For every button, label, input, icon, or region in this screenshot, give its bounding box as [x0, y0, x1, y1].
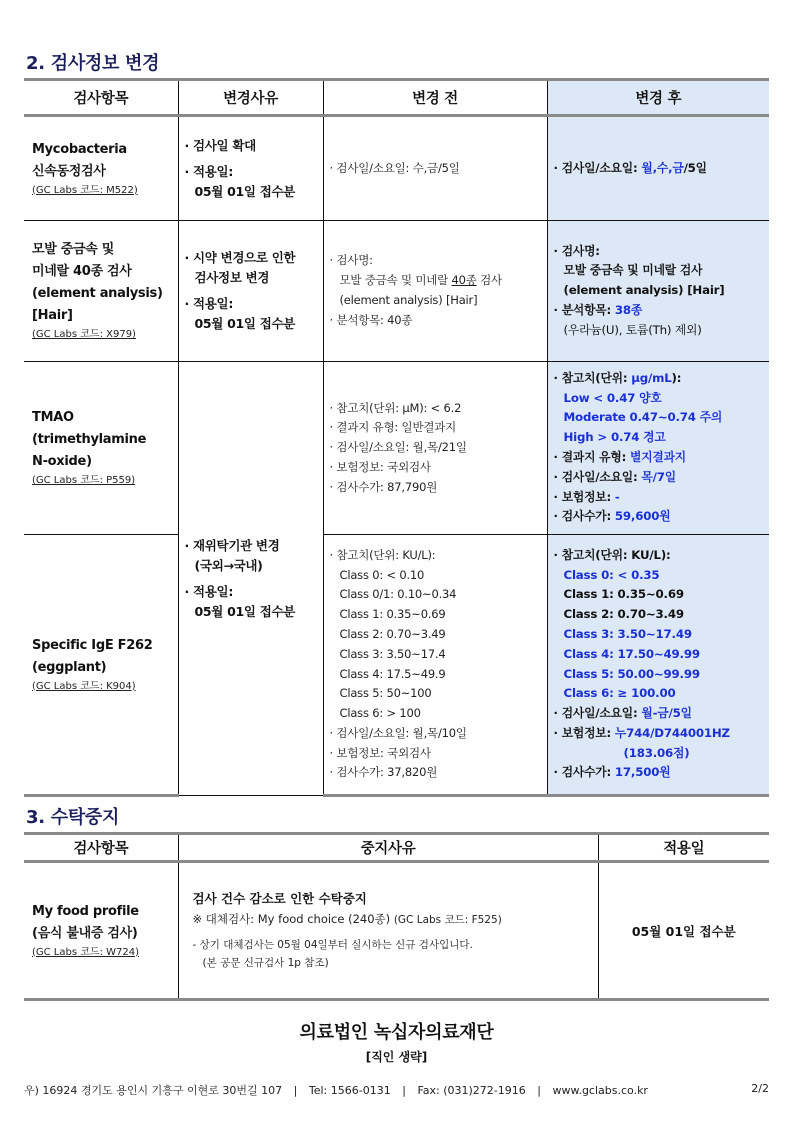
change-reason-cell [178, 116, 323, 221]
header-stop-reason: 중지사유 [178, 834, 598, 862]
test-item-cell [24, 535, 178, 796]
after-fee: · 검사수가: 17,500원 [553, 765, 671, 780]
footer-tel: Tel: 1566-0131 [308, 1084, 391, 1097]
table-row [24, 116, 769, 221]
reason-text: · 검사일 확대 [184, 137, 256, 153]
table-row [24, 221, 769, 362]
before-class: Class 6: > 100 [339, 706, 421, 721]
test-name: 미네랄 40종 검사 [32, 264, 132, 279]
test-name: [Hair] [32, 308, 73, 323]
change-info-table [24, 78, 769, 797]
header-change-reason: 변경사유 [178, 80, 323, 116]
after-schedule: · 검사일/소요일: 월,수,금/5일 [553, 160, 707, 175]
organization-name: 의료법인 녹십자의료재단 [299, 1022, 494, 1043]
header-apply-date: 적용일 [598, 834, 769, 862]
organization-block [0, 1018, 793, 1065]
change-reason-cell-shared [178, 362, 323, 796]
test-name: TMAO [32, 410, 74, 425]
table-row [24, 862, 769, 1000]
apply-date: 05월 01일 접수분 [194, 316, 296, 331]
after-class: Class 2: 0.70~3.49 [563, 607, 684, 622]
after-class: Class 1: 0.35~0.69 [563, 587, 684, 602]
before-insurance: · 보험정보: 국외검사 [329, 459, 431, 474]
before-schedule: · 검사일/소요일: 수,금/5일 [329, 160, 460, 175]
before-class: Class 1: 0.35~0.69 [339, 607, 446, 622]
before-class: Class 4: 17.5~49.9 [339, 666, 446, 681]
stop-reason-cell [178, 862, 598, 1000]
before-name-label: · 검사명: [329, 253, 373, 268]
test-name: 모발 중금속 및 [32, 242, 114, 257]
after-name-label: · 검사명: [553, 243, 600, 258]
before-schedule: · 검사일/소요일: 월,목/10일 [329, 725, 467, 740]
test-code: (GC Labs 코드: P559) [32, 475, 136, 486]
test-item-cell [24, 862, 178, 1000]
after-cell [547, 221, 769, 362]
before-cell [323, 362, 547, 535]
before-class: Class 3: 3.50~17.4 [339, 646, 446, 661]
test-code: (GC Labs 코드: K904) [32, 680, 136, 692]
footer [24, 1082, 769, 1098]
apply-date-cell: 05월 01일 접수분 [598, 862, 769, 1000]
after-analysis-note: (우라늄(U), 토륨(Th) 제외) [563, 322, 702, 337]
test-code: (GC Labs 코드: W724) [32, 946, 139, 958]
after-class: Class 5: 50.00~99.99 [563, 666, 700, 681]
test-name: (음식 불내증 검사) [32, 925, 138, 941]
test-name: Specific IgE F262 [32, 637, 153, 653]
before-name: 모발 중금속 및 미네랄 40종 검사 [339, 273, 502, 288]
apply-date: 05월 01일 접수분 [194, 183, 296, 199]
test-code: (GC Labs 코드: M522) [32, 184, 138, 196]
before-class: Class 0/1: 0.10~0.34 [339, 587, 457, 602]
before-class: Class 0: < 0.10 [339, 567, 425, 582]
before-cell [323, 116, 547, 221]
after-name-en: (element analysis) [Hair] [563, 283, 725, 298]
apply-date: 05월 01일 접수분 [194, 604, 296, 619]
test-name: (element analysis) [32, 286, 163, 301]
after-cell [547, 116, 769, 221]
test-code: (GC Labs 코드: X979) [32, 329, 136, 340]
table-row [24, 535, 769, 796]
seal-note: [직인 생략] [365, 1050, 428, 1064]
before-report: · 결과지 유형: 일반결과지 [329, 420, 457, 435]
change-reason-cell [178, 221, 323, 362]
header-after: 변경 후 [547, 80, 769, 116]
test-item-cell [24, 116, 178, 221]
footer-website[interactable]: www.gclabs.co.kr [552, 1084, 648, 1097]
after-class: Class 6: ≥ 100.00 [563, 686, 676, 701]
test-name: (eggplant) [32, 659, 107, 675]
after-insurance: · 보험정보: - [553, 489, 620, 504]
before-ref: · 참고치(단위: μM): < 6.2 [329, 400, 462, 415]
reason-text: 검사정보 변경 [194, 270, 270, 285]
reason-text: (국외→국내) [194, 558, 263, 573]
before-ref-label: · 참고치(단위: KU/L): [329, 547, 436, 562]
after-ref-high: High > 0.74 경고 [563, 430, 666, 445]
test-name: Mycobacteria [32, 141, 127, 157]
before-schedule: · 검사일/소요일: 월,목/21일 [329, 440, 467, 455]
after-ref-label: · 참고치(단위: μg/mL): [553, 370, 682, 385]
before-cell [323, 221, 547, 362]
after-class: Class 0: < 0.35 [563, 567, 660, 582]
apply-label: · 적용일: [184, 296, 234, 311]
footer-contact: 우) 16924 경기도 용인시 기흥구 이현로 30번길 107 | Tel: 1566-0131 | Fax: (031)272-1916 | www.gclabs.co.kr [24, 1084, 648, 1097]
after-insurance: · 보험정보: 누744/D744001HZ [553, 725, 730, 740]
after-ref-low: Low < 0.47 양호 [563, 390, 662, 405]
test-name: N-oxide) [32, 454, 92, 469]
alternative-test: ※ 대체검사: My food choice (240종) (GC Labs 코드: F525) [192, 912, 502, 926]
after-analysis: · 분석항목: 38종 [553, 302, 643, 317]
test-name: 신속동정검사 [32, 163, 106, 179]
suspension-table [24, 832, 769, 1001]
after-cell [547, 362, 769, 535]
before-class: Class 2: 0.70~3.49 [339, 626, 446, 641]
before-analysis: · 분석항목: 40종 [329, 312, 413, 327]
before-fee: · 검사수가: 87,790원 [329, 479, 438, 494]
apply-label: · 적용일: [184, 163, 234, 179]
stop-reason-title: 검사 건수 감소로 인한 수탁중지 [192, 891, 367, 906]
before-fee: · 검사수가: 37,820원 [329, 765, 438, 780]
before-class: Class 5: 50~100 [339, 686, 432, 701]
after-ref-moderate: Moderate 0.47~0.74 주의 [563, 410, 723, 425]
alternative-note: - 상기 대체검사는 05월 04일부터 실시하는 신규 검사입니다. (본 공문 신규검사 1p 참조) [192, 939, 473, 969]
header-test-item: 검사항목 [24, 834, 178, 862]
table-row [24, 362, 769, 535]
after-insurance-points: (183.06점) [623, 745, 690, 760]
header-before: 변경 전 [323, 80, 547, 116]
before-cell [323, 535, 547, 796]
after-class: Class 4: 17.50~49.99 [563, 646, 700, 661]
after-fee: · 검사수가: 59,600원 [553, 509, 671, 524]
section-2-title: 2. 검사정보 변경 [26, 53, 160, 74]
test-name: My food profile [32, 903, 139, 919]
test-item-cell [24, 362, 178, 535]
footer-address: 우) 16924 경기도 용인시 기흥구 이현로 30번길 107 [24, 1084, 283, 1097]
footer-fax: Fax: (031)272-1916 [417, 1084, 526, 1097]
after-schedule: · 검사일/소요일: 목/7일 [553, 469, 676, 484]
apply-label: · 적용일: [184, 584, 234, 599]
page-number: 2/2 [751, 1082, 769, 1095]
test-item-cell [24, 221, 178, 362]
test-name: (trimethylamine [32, 432, 147, 447]
header-test-item: 검사항목 [24, 80, 178, 116]
before-insurance: · 보험정보: 국외검사 [329, 745, 431, 760]
before-name-en: (element analysis) [Hair] [339, 293, 478, 307]
after-name: 모발 중금속 및 미네랄 검사 [563, 263, 703, 278]
after-class: Class 3: 3.50~17.49 [563, 626, 692, 641]
after-ref-label: · 참고치(단위: KU/L): [553, 547, 671, 562]
section-3-title: 3. 수탁중지 [26, 807, 120, 828]
reason-text: · 재위탁기관 변경 [184, 538, 280, 553]
after-cell [547, 535, 769, 796]
reason-text: · 시약 변경으로 인한 [184, 250, 296, 265]
after-report: · 결과지 유형: 별지결과지 [553, 450, 686, 464]
after-schedule: · 검사일/소요일: 월-금/5일 [553, 706, 692, 721]
